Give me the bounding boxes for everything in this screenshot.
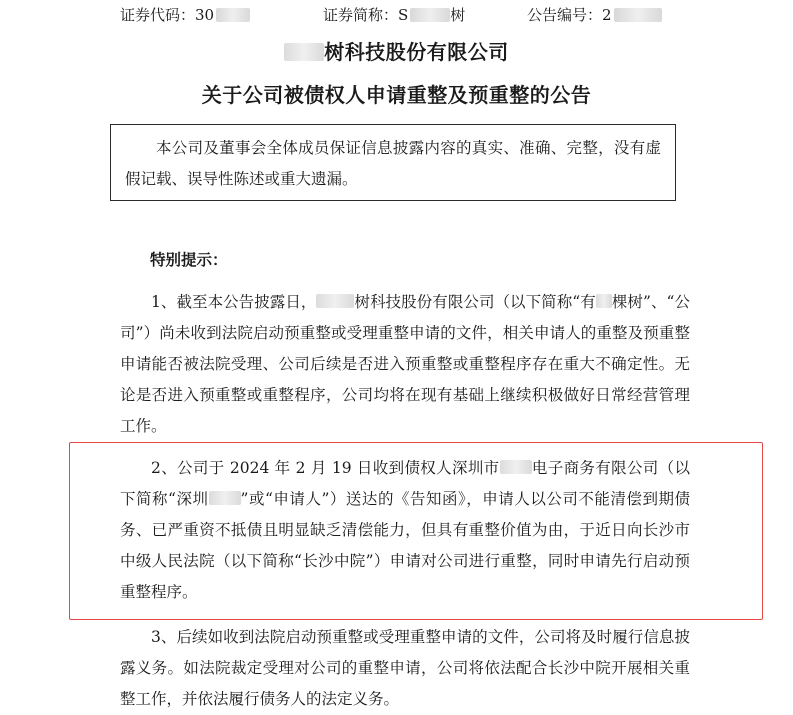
redacted-company-prefix: [284, 43, 324, 61]
stock-short-name-label: 证券简称：S: [323, 6, 409, 24]
redacted-creditor-name: [500, 460, 532, 474]
stock-code-label: 证券代码：30: [120, 6, 215, 24]
redacted-creditor-short-name: [209, 491, 241, 505]
stock-short-name-tail: 树: [450, 6, 466, 24]
redacted-company-name: [316, 294, 354, 308]
document-header: [0, 2, 793, 28]
paragraph-1: 1、截至本公告披露日， 树科技股份有限公司（以下简称“有 棵树”、“公司”）尚未收到法院启动预重整或受理重整申请的文件，相关申请人的重整及预重整申请能否被法院受理、公司后续是否进入预重整或重整程序存在重大不确定性。无论是否进入预重整或重整程序，公司均将在现有基础上继续积极做好日常经营管理工作。: [120, 293, 690, 435]
announcement-number-label: 公告编号：2: [527, 6, 612, 24]
company-name: 树科技股份有限公司: [0, 36, 793, 65]
stock-short-name-field: [323, 2, 465, 28]
special-notice-heading: 特别提示：: [150, 250, 228, 269]
board-statement-box: 本公司及董事会全体成员保证信息披露内容的真实、准确、完整，没有虚假记载、误导性陈述或重大遗漏。: [110, 124, 676, 201]
announcement-title: 关于公司被债权人申请重整及预重整的公告: [201, 83, 592, 107]
stock-code-field: [120, 2, 250, 28]
redacted-short-name: [410, 8, 450, 22]
redacted-short-char: [596, 294, 612, 308]
redacted-announcement-number: [614, 8, 662, 22]
redacted-stock-code: [216, 8, 250, 22]
paragraph-3: 3、后续如收到法院启动预重整或受理重整申请的文件，公司将及时履行信息披露义务。如法院裁定受理对公司的重整申请，公司将依法配合长沙中院开展相关重整工作，并依法履行债务人的法定义务。: [120, 628, 690, 708]
announcement-number-field: [527, 2, 662, 28]
paragraph-2: 2、公司于 2024 年 2 月 19 日收到债权人深圳市 电子商务有限公司（以下简称“深圳 ”或“申请人”）送达的《告知函》，申请人以公司不能清偿到期债务、已严重资不抵债且明显缺乏清偿能力，但具有重整价值为由，于近日向长沙市中级人民法院（以下简称“长沙中院”）申请对公司进行重整，同时申请先行启动预重整程序。: [120, 459, 690, 601]
